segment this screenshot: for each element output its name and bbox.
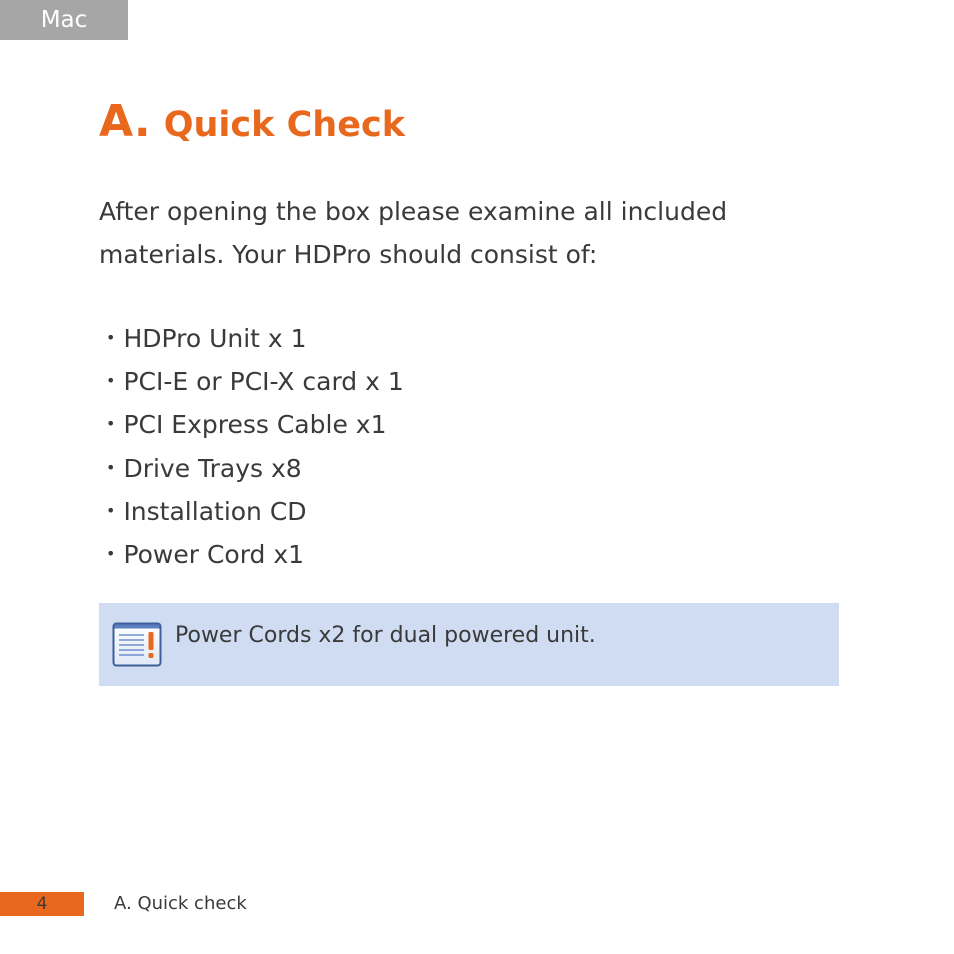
bullet-icon: •	[106, 457, 116, 477]
note-warning-icon	[112, 622, 162, 668]
list-item-text: PCI-E or PCI-X card x 1	[123, 367, 404, 397]
bullet-icon: •	[106, 371, 116, 391]
footer-section-title: A. Quick check	[114, 893, 247, 914]
bullet-icon: •	[106, 500, 116, 520]
list-item	[106, 447, 404, 490]
list-item	[106, 317, 404, 360]
bullet-icon: •	[106, 544, 116, 564]
list-item-text: Installation CD	[123, 496, 307, 526]
list-item-text: Drive Trays x8	[123, 453, 302, 483]
list-item-text: Power Cord x1	[123, 540, 305, 570]
list-item	[106, 533, 404, 576]
contents-list	[106, 317, 404, 576]
page-title	[99, 96, 405, 147]
section-tab-mac: Mac	[0, 0, 128, 40]
note-text: Power Cords x2 for dual powered unit.	[175, 623, 596, 648]
list-item-text: HDPro Unit x 1	[123, 324, 307, 353]
note-box	[99, 603, 839, 686]
list-item	[106, 360, 404, 403]
intro-paragraph: After opening the box please examine all included materials. Your HDPro should consist of:	[99, 197, 728, 269]
page-number: 4	[0, 892, 84, 916]
list-item	[106, 490, 404, 533]
bullet-icon: •	[106, 328, 116, 347]
list-item	[106, 403, 404, 446]
section-letter: A.	[99, 96, 151, 147]
list-item-text: PCI Express Cable x1	[123, 410, 387, 440]
section-title: Quick Check	[163, 105, 405, 145]
bullet-icon: •	[106, 414, 116, 434]
